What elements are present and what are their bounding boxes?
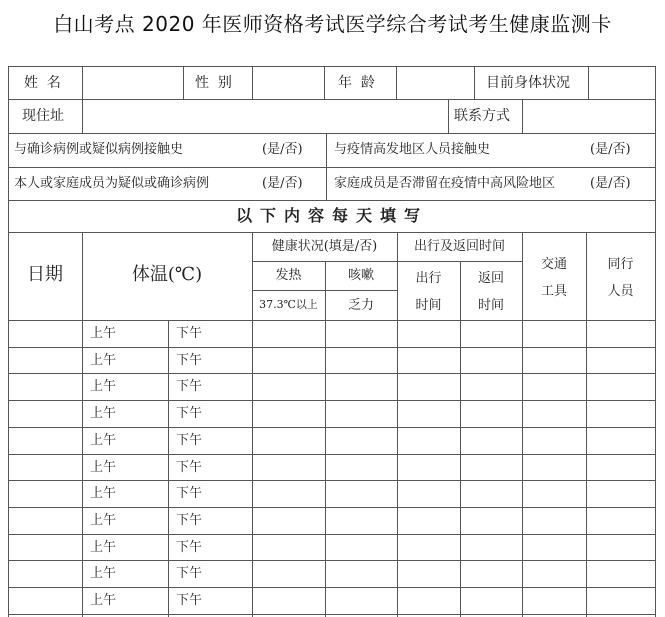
return-time-header: 返回 <box>477 271 504 286</box>
grid-line <box>8 133 656 134</box>
name-label: 姓 名 <box>24 75 61 91</box>
companion-header-sub: 人员 <box>607 284 634 299</box>
grid-line <box>183 66 184 99</box>
transport-header-sub: 工具 <box>540 284 567 299</box>
departure-time-header: 出行 <box>415 271 442 286</box>
afternoon-temp-label: 下午 <box>176 513 203 528</box>
table-row-divider <box>8 427 656 428</box>
afternoon-temp-label: 下午 <box>176 326 203 341</box>
grid-line <box>168 320 169 617</box>
table-row-divider <box>8 373 656 374</box>
daily-section-heading: 以下内容每天填写 <box>235 206 428 225</box>
fever-threshold-label: 37.3℃以上 <box>259 299 318 310</box>
grid-line <box>8 320 656 321</box>
q-family-case-answer: (是/否) <box>262 176 303 191</box>
cough-header: 咳嗽 <box>347 268 374 283</box>
address-label: 现住址 <box>22 108 64 124</box>
grid-line <box>448 99 449 133</box>
table-row-divider <box>8 534 656 535</box>
morning-temp-label: 上午 <box>90 379 117 394</box>
morning-temp-label: 上午 <box>90 593 117 608</box>
fever-header: 发热 <box>275 268 302 283</box>
morning-temp-label: 上午 <box>90 486 117 501</box>
q-high-risk-contact-answer: (是/否) <box>590 142 631 157</box>
grid-line <box>252 66 253 99</box>
morning-temp-label: 上午 <box>90 406 117 421</box>
afternoon-temp-label: 下午 <box>176 353 203 368</box>
afternoon-temp-label: 下午 <box>176 566 203 581</box>
morning-temp-label: 上午 <box>90 566 117 581</box>
q-confirmed-contact-label: 与确诊病例或疑似病例接触史 <box>14 142 184 157</box>
morning-temp-label: 上午 <box>90 540 117 555</box>
morning-temp-label: 上午 <box>90 513 117 528</box>
travel-time-header: 出行及返回时间 <box>413 239 505 254</box>
afternoon-temp-label: 下午 <box>176 486 203 501</box>
table-row-divider <box>8 454 656 455</box>
table-row-divider <box>8 480 656 481</box>
grid-line <box>252 261 522 262</box>
morning-temp-label: 上午 <box>90 326 117 341</box>
health-monitoring-form <box>8 66 656 617</box>
grid-line <box>8 167 656 168</box>
q-family-stranded-answer: (是/否) <box>590 176 631 191</box>
afternoon-temp-label: 下午 <box>176 406 203 421</box>
companion-header: 同行 <box>607 257 634 272</box>
grid-line <box>460 261 461 617</box>
afternoon-temp-label: 下午 <box>176 593 203 608</box>
grid-line <box>82 66 83 133</box>
table-row-divider <box>8 347 656 348</box>
temperature-column-header: 体温(℃) <box>131 264 203 285</box>
grid-line <box>8 232 656 233</box>
afternoon-temp-label: 下午 <box>176 379 203 394</box>
gender-label: 性 别 <box>195 75 232 91</box>
afternoon-temp-label: 下午 <box>176 540 203 555</box>
morning-temp-label: 上午 <box>90 433 117 448</box>
grid-line <box>474 66 475 99</box>
q-high-risk-contact-label: 与疫情高发地区人员接触史 <box>334 142 491 157</box>
table-row-divider <box>8 560 656 561</box>
grid-line <box>324 66 325 99</box>
q-confirmed-contact-answer: (是/否) <box>262 142 303 157</box>
table-row-divider <box>8 587 656 588</box>
afternoon-temp-label: 下午 <box>176 460 203 475</box>
afternoon-temp-label: 下午 <box>176 433 203 448</box>
grid-line <box>8 200 656 201</box>
grid-line <box>325 261 326 617</box>
grid-line <box>326 133 327 200</box>
grid-line <box>8 66 656 67</box>
table-row-divider <box>8 400 656 401</box>
table-row-divider <box>8 507 656 508</box>
date-column-header: 日期 <box>27 264 63 285</box>
grid-line <box>396 66 397 99</box>
age-label: 年 龄 <box>338 75 375 91</box>
return-time-header-sub: 时间 <box>477 298 504 313</box>
current-health-label: 目前身体状况 <box>486 75 570 91</box>
page-title: 白山考点 2020 年医师资格考试医学综合考试考生健康监测卡 <box>53 12 612 36</box>
table-row-divider <box>8 614 656 615</box>
fatigue-header: 乏力 <box>347 298 374 313</box>
contact-label: 联系方式 <box>454 108 510 124</box>
grid-line <box>8 99 656 100</box>
morning-temp-label: 上午 <box>90 353 117 368</box>
grid-line <box>522 99 523 133</box>
q-family-case-label: 本人或家庭成员为疑似或确诊病例 <box>14 176 210 191</box>
health-status-header: 健康状况(填是/否) <box>271 239 378 254</box>
q-family-stranded-label: 家庭成员是否滞留在疫情中高风险地区 <box>334 176 556 191</box>
grid-line <box>588 66 589 99</box>
departure-time-header-sub: 时间 <box>415 298 442 313</box>
morning-temp-label: 上午 <box>90 460 117 475</box>
transport-header: 交通 <box>540 257 567 272</box>
